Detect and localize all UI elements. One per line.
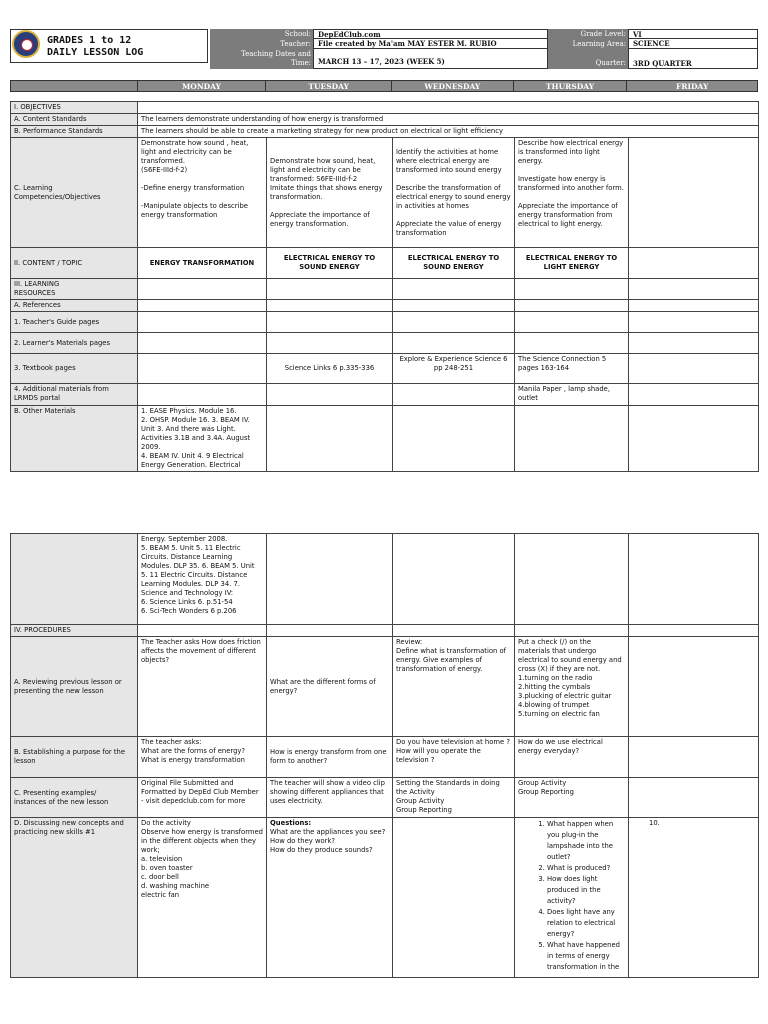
question-item: 3. How does light produced in the activity?: [547, 874, 626, 907]
purpose-monday: The teacher asks: What are the forms of energy? What is energy transformation: [138, 737, 267, 778]
dates-label-line1: Teaching Dates and: [240, 50, 311, 58]
presenting-thursday: Group Activity Group Reporting: [515, 778, 629, 818]
performance-standards-value: The learners should be able to create a marketing strategy for new product on electrical or light efficiency: [138, 126, 759, 138]
teacher-label: Teacher:: [210, 39, 313, 49]
additional-thursday: Manila Paper , lamp shade, outlet: [515, 384, 629, 406]
question-item: 2. What is produced?: [547, 863, 626, 874]
discussing-tuesday: [267, 818, 393, 978]
day-thursday: THURSDAY: [513, 81, 627, 91]
purpose-thursday: How do we use electrical energy everyday?: [515, 737, 629, 778]
school-label: School:: [210, 29, 313, 39]
question-item: 5. What have happened in terms of energy transformation in the: [547, 940, 626, 973]
competencies-thursday: Describe how electrical energy is transformed into light energy. Investigate how energy is transformed into another form. Appreciate the importance of energy transformation from electrical to light energy.: [515, 138, 629, 248]
other-materials-label: B. Other Materials: [11, 406, 138, 472]
presenting-wednesday: Setting the Standards in doing the Activity Group Activity Group Reporting: [393, 778, 515, 818]
other-materials-cont-label: [11, 534, 138, 625]
purpose-wednesday: Do you have television at home ? How will you operate the television ?: [393, 737, 515, 778]
quarter-value: 3RD QUARTER: [628, 49, 758, 69]
reviewing-tuesday: What are the different forms of energy?: [267, 637, 393, 737]
competencies-monday: Demonstrate how sound , heat, light and electricity can be transformed. (S6FE-IIId-f-2) -Define energy transformation -Manipulate objects to describe energy transformation: [138, 138, 267, 248]
objectives-heading: I. OBJECTIVES: [11, 102, 138, 114]
teachers-guide-label: 1. Teacher's Guide pages: [11, 312, 138, 333]
textbook-wednesday: Explore & Experience Science 6 pp 248-251: [393, 354, 515, 384]
deped-logo-icon: [12, 30, 40, 58]
area-value: SCIENCE: [628, 39, 758, 49]
questions-heading: Questions:: [270, 819, 312, 827]
doc-title-line1: GRADES 1 to 12: [47, 35, 132, 46]
reviewing-thursday: Put a check (/) on the materials that undergo electrical to sound energy and cross (X) if they are not. 1.turning on the radio 2.hitting the cymbals 3.plucking of electric guitar 4.blowing of trumpet 5.turning on electric fan: [515, 637, 629, 737]
content-standards-label: A. Content Standards: [11, 114, 138, 126]
discussing-label: D. Discussing new concepts and practicing new skills #1: [11, 818, 138, 978]
grade-value: VI: [628, 29, 758, 39]
discussing-monday: Do the activity Observe how energy is transformed in the different objects when they work; a. television b. oven toaster c. door bell d. washing machine electric fan: [138, 818, 267, 978]
additional-materials-label: 4. Additional materials from LRMDS portal: [11, 384, 138, 406]
references-label: A. References: [11, 300, 138, 312]
discussing-tuesday-text: What are the appliances you see? How do they work? How do they produce sounds?: [270, 828, 386, 854]
textbook-pages-label: 3. Textbook pages: [11, 354, 138, 384]
question-item: 1. What happen when you plug-in the lampshade into the outlet?: [547, 819, 626, 863]
question-item: 4. Does light have any relation to electrical energy?: [547, 907, 626, 940]
day-header-bar: [10, 80, 758, 92]
topic-friday: [629, 248, 759, 279]
grade-label: Grade Level:: [548, 29, 628, 39]
day-monday: MONDAY: [137, 81, 266, 91]
school-value: DepEdClub.com: [313, 29, 548, 39]
area-label: Learning Area:: [548, 39, 628, 49]
presenting-label: C. Presenting examples/ instances of the new lesson: [11, 778, 138, 818]
learning-resources-label: III. LEARNING RESOURCES: [11, 279, 138, 300]
competencies-friday: [629, 138, 759, 248]
performance-standards-label: B. Performance Standards: [11, 126, 138, 138]
competencies-tuesday: Demonstrate how sound, heat, light and electricity can be transformed: S6FE-IIId-f-2 Imitate things that shows energy transformation. Appreciate the importance of energy transformation.: [267, 138, 393, 248]
reviewing-monday: The Teacher asks How does friction affects the movement of different objects?: [138, 637, 267, 737]
reviewing-wednesday: Review: Define what is transformation of energy. Give examples of transformation of energy.: [393, 637, 515, 737]
competencies-wednesday: Identify the activities at home where electrical energy are transformed into sound energy Describe the transformation of electrical energy to sound energy in activities at homes Appreciate the value of energy transformation: [393, 138, 515, 248]
textbook-thursday: The Science Connection 5 pages 163-164: [515, 354, 629, 384]
presenting-tuesday: The teacher will show a video clip showing different appliances that uses electricity.: [267, 778, 393, 818]
content-topic-label: II. CONTENT / TOPIC: [11, 248, 138, 279]
other-materials-monday-cont: Energy. September 2008. 5. BEAM 5. Unit 5. 11 Electric Circuits. Distance Learning Modules. DLP 35. 6. BEAM 5. Unit 5. 11 Electric Circuits. Distance Learning Modules. DLP 34. 7. Science and Technology IV: 6. Science Links 6. p.51-54 6. Sci-Tech Wonders 6 p.206: [138, 534, 267, 625]
objectives-blank: [138, 102, 759, 114]
procedures-heading: IV. PROCEDURES: [11, 625, 138, 637]
competencies-label: C. Learning Competencies/Objectives: [11, 138, 138, 248]
discussing-thursday: [515, 818, 629, 978]
lesson-table-page1: [10, 101, 759, 472]
day-wednesday: WEDNESDAY: [391, 81, 513, 91]
discussing-friday: 10.: [629, 818, 759, 978]
topic-thursday: ELECTRICAL ENERGY TO LIGHT ENERGY: [515, 248, 629, 279]
purpose-tuesday: How is energy transform from one form to another?: [267, 737, 393, 778]
topic-monday: ENERGY TRANSFORMATION: [138, 248, 267, 279]
topic-wednesday: ELECTRICAL ENERGY TO SOUND ENERGY: [393, 248, 515, 279]
doc-title-line2: DAILY LESSON LOG: [47, 47, 144, 58]
day-tuesday: TUESDAY: [265, 81, 391, 91]
dates-label-line2: Time:: [290, 59, 311, 67]
other-materials-monday: 1. EASE Physics. Module 16. 2. OHSP. Module 16. 3. BEAM IV. Unit 3. And there was Light. Activities 3.1B and 3.4A. August 2009. 4. BEAM IV. Unit 4. 9 Electrical Energy Generation. Electrical: [138, 406, 267, 472]
dates-label: [210, 49, 313, 69]
teacher-value: File created by Ma'am MAY ESTER M. RUBIO: [313, 39, 548, 49]
content-standards-value: The learners demonstrate understanding of how energy is transformed: [138, 114, 759, 126]
reviewing-label: A. Reviewing previous lesson or presenting the new lesson: [11, 637, 138, 737]
day-friday: FRIDAY: [626, 81, 757, 91]
dates-value: MARCH 13 – 17, 2023 (WEEK 5): [313, 49, 548, 69]
lesson-table-page2: [10, 533, 759, 978]
learners-materials-label: 2. Learner's Materials pages: [11, 333, 138, 354]
topic-tuesday: ELECTRICAL ENERGY TO SOUND ENERGY: [267, 248, 393, 279]
presenting-monday: Original File Submitted and Formatted by DepEd Club Member - visit depedclub.com for more: [138, 778, 267, 818]
day-header-blank: [11, 81, 137, 91]
quarter-label: Quarter:: [548, 49, 628, 69]
purpose-label: B. Establishing a purpose for the lesson: [11, 737, 138, 778]
textbook-tuesday: Science Links 6 p.335-336: [267, 354, 393, 384]
